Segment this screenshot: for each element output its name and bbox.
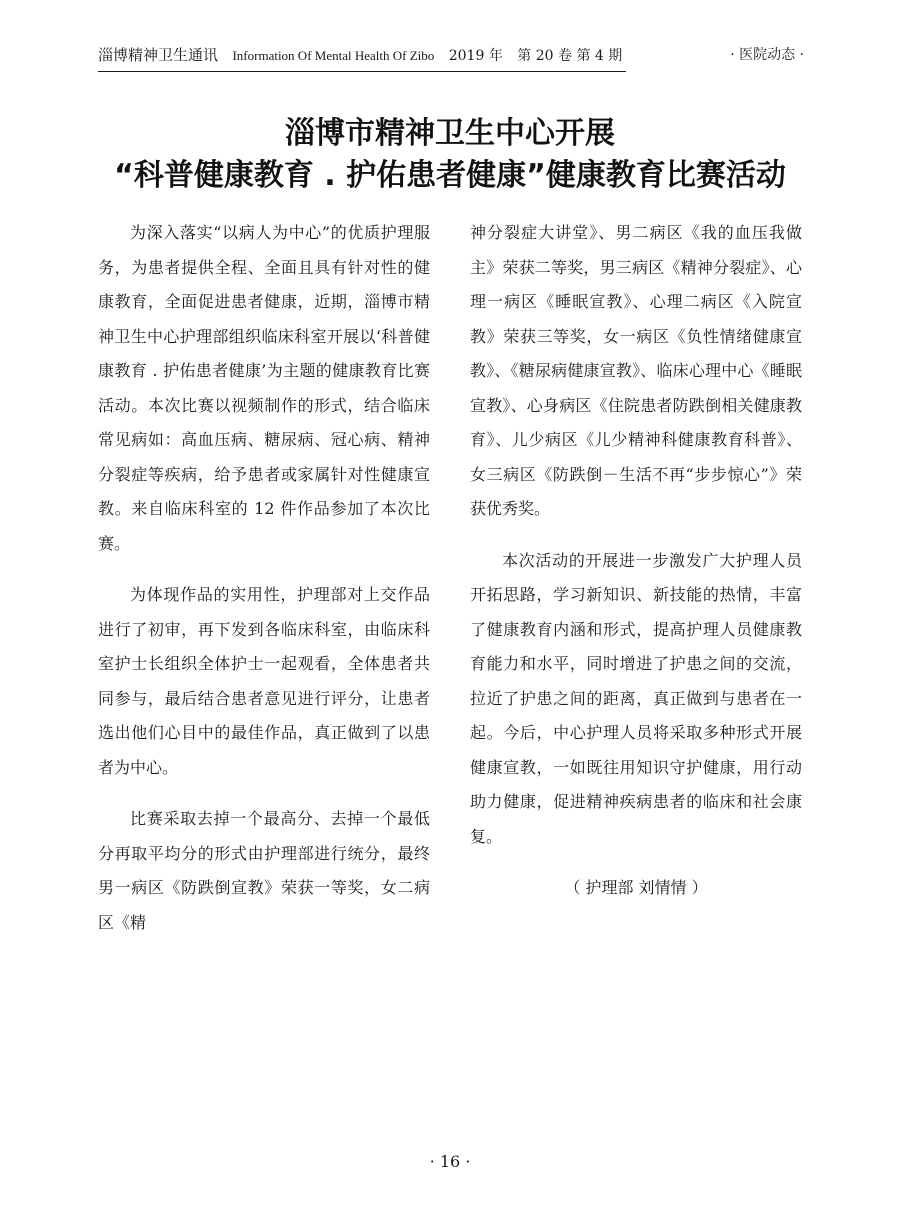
article-title-line2: “科普健康教育 . 护佑患者健康”健康教育比赛活动 [114,158,786,193]
paragraph-3: 比赛采取去掉一个最高分、去掉一个最低分再取平均分的形式由护理部进行统分，最终男一病区《防跌倒宣教》荣获一等奖，女二病区《精 [98,809,430,932]
section-label: · 医院动态 · [730,47,804,63]
paragraph-3-continued: 神分裂症大讲堂》、男二病区《我的血压我做主》荣获二等奖，男三病区《精神分裂症》、心理一病区《睡眠宣教》、心理二病区《入院宣教》荣获三等奖，女一病区《负性情绪健康宣教》、《糖尿病健康宣教》、临床心理中心《睡眠宣教》、心身病区《住院患者防跌倒相关健康教育》、儿少病区《儿少精神科健康教育科普》、女三病区《防跌倒－生活不再“步步惊心”》荣获优秀奖。 [470,223,802,518]
journal-year: 2019 年 [448,48,503,64]
right-column [470,216,802,923]
journal-name-en: Information Of Mental Health Of Zibo [232,48,435,63]
page-number: · 16 · [429,1152,471,1171]
running-header [98,38,804,68]
journal-info [98,44,626,72]
journal-name-cn: 淄博精神卫生通讯 [98,46,219,64]
paragraph-2: 为体现作品的实用性，护理部对上交作品进行了初审，再下发到各临床科室，由临床科室护士长组织全体护士一起观看，全体患者共同参与，最后结合患者意见进行评分，让患者选出他们心目中的最佳作品，真正做到了以患者为中心。 [98,585,430,777]
article-title-line1: 淄博市精神卫生中心开展 [285,116,615,151]
left-column [98,216,430,957]
paragraph-1: 为深入落实“以病人为中心”的优质护理服务，为患者提供全程、全面且具有针对性的健康教育，全面促进患者健康，近期，淄博市精神卫生中心护理部组织临床科室开展以‘科普健康教育 . 护佑患者健康’为主题的健康教育比赛活动。本次比赛以视频制作的形式，结合临床常见病如：高血压病、糖尿病、冠心病、精神分裂症等疾病，给予患者或家属针对性健康宣教。来自临床科室的 12 件作品参加了本次比赛。 [98,223,430,553]
journal-issue: 第 20 卷 第 4 期 [517,48,623,64]
paragraph-4: 本次活动的开展进一步激发广大护理人员开拓思路，学习新知识、新技能的热情，丰富了健康教育内涵和形式，提高护理人员健康教育能力和水平，同时增进了护患之间的交流，拉近了护患之间的距离，真正做到与患者在一起。今后，中心护理人员将采取多种形式开展健康宣教，一如既往用知识守护健康，用行动助力健康，促进精神疾病患者的临床和社会康复。 [470,550,802,846]
author-byline: （ 护理部 刘情情 ） [564,878,708,897]
